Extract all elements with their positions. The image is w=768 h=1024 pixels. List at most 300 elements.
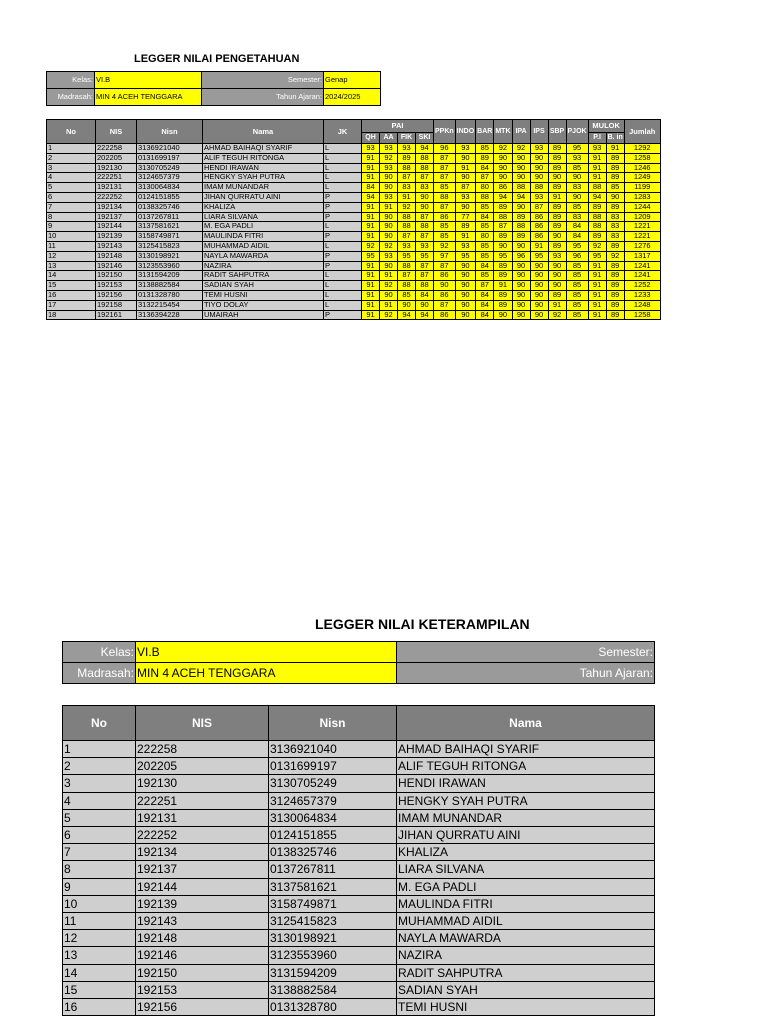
cell-nama[interactable]: HENDI IRAWAN [397,775,655,792]
cell-score[interactable]: 94 [494,192,512,202]
cell-nis[interactable]: 222258 [136,741,269,758]
cell-score[interactable]: 90 [548,232,566,242]
cell-nis[interactable]: 192130 [96,163,137,173]
table-row[interactable] [47,153,661,163]
cell-score[interactable]: 93 [398,241,416,251]
cell-score[interactable]: 89 [548,153,566,163]
cell-score[interactable]: 89 [398,153,416,163]
cell-score[interactable]: 88 [434,192,456,202]
cell-score[interactable]: 90 [530,173,548,183]
cell-nis[interactable]: 192137 [96,212,137,222]
col-header-barab[interactable]: BAR [476,120,494,144]
cell-score[interactable]: 90 [494,310,512,320]
cell-nama[interactable]: KHALIZA [397,844,655,861]
cell-score[interactable]: 93 [548,251,566,261]
cell-nama[interactable]: TEMI HUSNI [397,999,655,1016]
cell-score[interactable]: 91 [606,144,624,154]
table-row[interactable] [47,281,661,291]
cell-nama[interactable]: RADIT SAHPUTRA [203,271,324,281]
cell-nama[interactable]: IMAM MUNANDAR [397,809,655,826]
cell-score[interactable]: 91 [588,173,606,183]
cell-nama[interactable]: M. EGA PADLI [203,222,324,232]
cell-score[interactable]: 84 [476,310,494,320]
cell-nis[interactable]: 222251 [96,173,137,183]
cell-nisn[interactable]: 3130705249 [137,163,203,173]
cell-no[interactable]: 3 [63,775,136,792]
cell-score[interactable]: 91 [588,153,606,163]
cell-nisn[interactable]: 3158749871 [137,232,203,242]
cell-score[interactable]: 91 [380,271,398,281]
table-row[interactable] [47,144,661,154]
cell-jumlah[interactable]: 1241 [624,271,660,281]
table-row[interactable] [63,947,655,964]
cell-score[interactable]: 90 [455,173,476,183]
table-row[interactable] [47,192,661,202]
cell-nama[interactable]: AHMAD BAIHAQI SYARIF [397,741,655,758]
cell-score[interactable]: 89 [494,290,512,300]
cell-nama[interactable]: ALIF TEGUH RITONGA [397,758,655,775]
cell-score[interactable]: 92 [380,241,398,251]
cell-score[interactable]: 94 [512,192,530,202]
table-row[interactable] [63,895,655,912]
cell-score[interactable]: 89 [494,300,512,310]
table-row[interactable] [63,913,655,930]
cell-score[interactable]: 89 [548,144,566,154]
cell-score[interactable]: 87 [416,271,434,281]
col-header-indo[interactable]: INDO [455,120,476,144]
cell-score[interactable]: 90 [380,173,398,183]
cell-score[interactable]: 90 [494,153,512,163]
cell-score[interactable]: 95 [416,251,434,261]
cell-score[interactable]: 91 [362,222,380,232]
cell-score[interactable]: 89 [606,290,624,300]
cell-score[interactable]: 83 [398,183,416,193]
cell-score[interactable]: 90 [416,300,434,310]
cell-jumlah[interactable]: 1221 [624,222,660,232]
cell-score[interactable]: 91 [530,241,548,251]
cell-score[interactable]: 89 [548,222,566,232]
cell-score[interactable]: 91 [588,310,606,320]
cell-nis[interactable]: 192143 [96,241,137,251]
cell-score[interactable]: 90 [494,163,512,173]
cell-nisn[interactable]: 3137581621 [137,222,203,232]
cell-nisn[interactable]: 3124657379 [269,792,397,809]
cell-score[interactable]: 84 [566,232,588,242]
cell-score[interactable]: 90 [455,290,476,300]
cell-jumlah[interactable]: 1292 [624,144,660,154]
cell-score[interactable]: 90 [512,173,530,183]
cell-no[interactable]: 6 [47,192,96,202]
cell-score[interactable]: 89 [548,202,566,212]
cell-score[interactable]: 86 [434,310,456,320]
cell-score[interactable]: 84 [566,222,588,232]
cell-score[interactable]: 91 [362,232,380,242]
cell-score[interactable]: 85 [566,163,588,173]
cell-score[interactable]: 88 [398,222,416,232]
cell-no[interactable]: 11 [47,241,96,251]
table-row[interactable] [63,981,655,998]
col-header-aa[interactable]: AA [380,133,398,144]
cell-nama[interactable]: UMAIRAH [203,310,324,320]
table-row[interactable] [47,290,661,300]
cell-jk[interactable]: P [324,212,362,222]
cell-score[interactable]: 93 [398,144,416,154]
cell-score[interactable]: 92 [362,241,380,251]
cell-score[interactable]: 90 [512,281,530,291]
cell-score[interactable]: 90 [380,232,398,242]
cell-nama[interactable]: LIARA SILVANA [203,212,324,222]
cell-nama[interactable]: HENGKY SYAH PUTRA [397,792,655,809]
cell-score[interactable]: 90 [530,310,548,320]
cell-score[interactable]: 90 [548,281,566,291]
cell-nisn[interactable]: 3131594209 [269,964,397,981]
cell-score[interactable]: 90 [606,192,624,202]
cell-score[interactable]: 90 [455,281,476,291]
table-row[interactable] [63,792,655,809]
cell-score[interactable]: 83 [606,212,624,222]
cell-jk[interactable]: P [324,251,362,261]
col-header-sbp[interactable]: SBP [548,120,566,144]
cell-nis[interactable]: 192137 [136,861,269,878]
cell-nisn[interactable]: 0138325746 [137,202,203,212]
cell-score[interactable]: 90 [455,202,476,212]
cell-score[interactable]: 83 [606,222,624,232]
cell-nisn[interactable]: 3130198921 [137,251,203,261]
cell-score[interactable]: 90 [455,261,476,271]
table-row[interactable] [47,271,661,281]
cell-jumlah[interactable]: 1252 [624,281,660,291]
cell-no[interactable]: 12 [47,251,96,261]
cell-nisn[interactable]: 0131699197 [137,153,203,163]
cell-no[interactable]: 7 [47,202,96,212]
cell-score[interactable]: 88 [512,222,530,232]
cell-score[interactable]: 90 [512,261,530,271]
cell-no[interactable]: 14 [63,964,136,981]
table-row[interactable] [63,827,655,844]
cell-score[interactable]: 93 [455,241,476,251]
cell-score[interactable]: 95 [455,251,476,261]
cell-score[interactable]: 77 [455,212,476,222]
cell-score[interactable]: 89 [494,232,512,242]
cell-score[interactable]: 90 [530,153,548,163]
cell-nama[interactable]: AHMAD BAIHAQI SYARIF [203,144,324,154]
col-header-no[interactable]: No [47,120,96,144]
cell-score[interactable]: 91 [494,281,512,291]
cell-score[interactable]: 90 [416,192,434,202]
cell-score[interactable]: 91 [455,232,476,242]
cell-score[interactable]: 85 [566,271,588,281]
cell-score[interactable]: 85 [606,183,624,193]
cell-score[interactable]: 91 [588,281,606,291]
cell-score[interactable]: 88 [398,212,416,222]
madrasah-value-2[interactable]: MIN 4 ACEH TENGGARA [136,663,397,684]
cell-score[interactable]: 89 [494,261,512,271]
madrasah-value[interactable]: MIN 4 ACEH TENGGARA [95,89,202,106]
table-row[interactable] [47,173,661,183]
cell-nis[interactable]: 192130 [136,775,269,792]
col-header-nis-2[interactable]: NIS [136,706,269,741]
cell-score[interactable]: 88 [416,281,434,291]
cell-jumlah[interactable]: 1248 [624,300,660,310]
cell-jk[interactable]: L [324,163,362,173]
cell-no[interactable]: 13 [47,261,96,271]
cell-no[interactable]: 2 [63,758,136,775]
cell-score[interactable]: 93 [455,144,476,154]
col-header-qh[interactable]: QH [362,133,380,144]
cell-score[interactable]: 87 [398,271,416,281]
cell-score[interactable]: 88 [588,212,606,222]
cell-score[interactable]: 91 [362,163,380,173]
cell-score[interactable]: 92 [398,202,416,212]
cell-no[interactable]: 3 [47,163,96,173]
cell-score[interactable]: 95 [362,251,380,261]
cell-score[interactable]: 88 [416,163,434,173]
table-row[interactable] [63,999,655,1016]
cell-score[interactable]: 86 [494,183,512,193]
table-row[interactable] [47,261,661,271]
cell-score[interactable]: 90 [455,153,476,163]
cell-score[interactable]: 90 [380,212,398,222]
cell-score[interactable]: 90 [512,202,530,212]
cell-score[interactable]: 84 [476,300,494,310]
cell-score[interactable]: 85 [434,232,456,242]
cell-nis[interactable]: 192150 [136,964,269,981]
cell-nisn[interactable]: 3132215454 [137,300,203,310]
cell-jk[interactable]: L [324,222,362,232]
table-row[interactable] [47,202,661,212]
col-header-pi[interactable]: P.I [588,133,606,144]
cell-nis[interactable]: 192148 [96,251,137,261]
cell-jumlah[interactable]: 1241 [624,261,660,271]
cell-jk[interactable]: L [324,173,362,183]
cell-score[interactable]: 93 [380,163,398,173]
cell-score[interactable]: 90 [455,300,476,310]
cell-score[interactable]: 83 [416,183,434,193]
cell-score[interactable]: 90 [416,202,434,212]
cell-score[interactable]: 95 [566,241,588,251]
cell-score[interactable]: 87 [434,163,456,173]
cell-score[interactable]: 91 [548,192,566,202]
cell-jumlah[interactable]: 1317 [624,251,660,261]
cell-score[interactable]: 93 [362,144,380,154]
cell-score[interactable]: 93 [455,192,476,202]
cell-score[interactable]: 91 [588,300,606,310]
cell-score[interactable]: 86 [434,212,456,222]
cell-nisn[interactable]: 0131699197 [269,758,397,775]
cell-nama[interactable]: MAULINDA FITRI [397,895,655,912]
cell-nisn[interactable]: 3137581621 [269,878,397,895]
cell-nis[interactable]: 222252 [96,192,137,202]
cell-score[interactable]: 91 [588,271,606,281]
cell-score[interactable]: 88 [398,163,416,173]
cell-no[interactable]: 1 [63,741,136,758]
cell-jumlah[interactable]: 1246 [624,163,660,173]
cell-nama[interactable]: NAZIRA [397,947,655,964]
cell-nis[interactable]: 192150 [96,271,137,281]
col-header-bing[interactable]: B. in [606,133,624,144]
cell-score[interactable]: 86 [434,271,456,281]
cell-score[interactable]: 88 [398,281,416,291]
cell-no[interactable]: 4 [47,173,96,183]
cell-score[interactable]: 91 [588,163,606,173]
cell-nis[interactable]: 192139 [136,895,269,912]
cell-score[interactable]: 90 [380,261,398,271]
cell-score[interactable]: 92 [434,241,456,251]
cell-nis[interactable]: 192144 [96,222,137,232]
cell-nisn[interactable]: 3125415823 [269,913,397,930]
cell-nisn[interactable]: 3130064834 [137,183,203,193]
cell-nis[interactable]: 192156 [136,999,269,1016]
cell-score[interactable]: 80 [476,232,494,242]
cell-no[interactable]: 9 [47,222,96,232]
cell-jumlah[interactable]: 1249 [624,173,660,183]
table-row[interactable] [47,300,661,310]
cell-score[interactable]: 90 [512,163,530,173]
cell-score[interactable]: 91 [380,300,398,310]
cell-score[interactable]: 90 [512,290,530,300]
cell-nisn[interactable]: 3130198921 [269,930,397,947]
cell-score[interactable]: 89 [512,212,530,222]
cell-nis[interactable]: 192156 [96,290,137,300]
cell-jk[interactable]: P [324,192,362,202]
cell-score[interactable]: 91 [362,261,380,271]
cell-nama[interactable]: MUHAMMAD AIDIL [397,913,655,930]
cell-nisn[interactable]: 3136921040 [269,741,397,758]
cell-score[interactable]: 87 [416,232,434,242]
cell-score[interactable]: 91 [362,153,380,163]
kelas-value[interactable]: VI.B [95,72,202,89]
cell-score[interactable]: 89 [548,212,566,222]
cell-score[interactable]: 90 [566,192,588,202]
table-row[interactable] [47,241,661,251]
cell-score[interactable]: 87 [455,183,476,193]
cell-no[interactable]: 10 [63,895,136,912]
cell-nisn[interactable]: 3125415823 [137,241,203,251]
cell-jk[interactable]: L [324,153,362,163]
cell-score[interactable]: 90 [530,290,548,300]
cell-score[interactable]: 89 [606,261,624,271]
cell-score[interactable]: 87 [416,212,434,222]
cell-jk[interactable]: L [324,281,362,291]
cell-nama[interactable]: NAYLA MAWARDA [397,930,655,947]
cell-score[interactable]: 85 [476,251,494,261]
cell-score[interactable]: 87 [434,202,456,212]
cell-score[interactable]: 95 [398,251,416,261]
cell-nisn[interactable]: 0137267811 [137,212,203,222]
table-row[interactable] [47,212,661,222]
cell-score[interactable]: 91 [362,212,380,222]
cell-score[interactable]: 91 [362,281,380,291]
cell-nisn[interactable]: 0137267811 [269,861,397,878]
cell-score[interactable]: 94 [588,192,606,202]
cell-nama[interactable]: JIHAN QURRATU AINI [203,192,324,202]
cell-score[interactable]: 88 [588,183,606,193]
cell-nis[interactable]: 192161 [96,310,137,320]
cell-score[interactable]: 89 [606,153,624,163]
cell-score[interactable]: 91 [455,163,476,173]
cell-nisn[interactable]: 3136921040 [137,144,203,154]
cell-score[interactable]: 89 [455,222,476,232]
cell-score[interactable]: 93 [530,192,548,202]
col-header-nama[interactable]: Nama [203,120,324,144]
cell-score[interactable]: 88 [476,192,494,202]
cell-score[interactable]: 95 [494,251,512,261]
cell-jk[interactable]: L [324,271,362,281]
cell-score[interactable]: 95 [530,251,548,261]
cell-no[interactable]: 14 [47,271,96,281]
cell-no[interactable]: 8 [47,212,96,222]
cell-score[interactable]: 89 [588,202,606,212]
cell-score[interactable]: 90 [548,271,566,281]
cell-no[interactable]: 8 [63,861,136,878]
cell-score[interactable]: 86 [530,232,548,242]
cell-nis[interactable]: 202205 [96,153,137,163]
cell-nisn[interactable]: 0124151855 [269,827,397,844]
cell-score[interactable]: 89 [606,300,624,310]
cell-score[interactable]: 89 [606,271,624,281]
cell-jk[interactable]: L [324,241,362,251]
kelas-value-2[interactable]: VI.B [136,642,397,663]
cell-score[interactable]: 87 [476,173,494,183]
cell-score[interactable]: 89 [588,232,606,242]
cell-score[interactable]: 89 [494,271,512,281]
cell-nis[interactable]: 192134 [96,202,137,212]
cell-score[interactable]: 93 [588,144,606,154]
cell-jumlah[interactable]: 1209 [624,212,660,222]
cell-score[interactable]: 90 [530,300,548,310]
cell-nama[interactable]: MUHAMMAD AIDIL [203,241,324,251]
cell-nis[interactable]: 192146 [96,261,137,271]
table-row[interactable] [47,183,661,193]
col-header-pjok[interactable]: PJOK [566,120,588,144]
col-header-ski[interactable]: SKI [416,133,434,144]
cell-score[interactable]: 89 [494,202,512,212]
cell-nama[interactable]: ALIF TEGUH RITONGA [203,153,324,163]
cell-no[interactable]: 5 [47,183,96,193]
cell-score[interactable]: 90 [512,271,530,281]
cell-no[interactable]: 1 [47,144,96,154]
cell-nis[interactable]: 202205 [136,758,269,775]
cell-nama[interactable]: LIARA SILVANA [397,861,655,878]
cell-score[interactable]: 90 [548,261,566,271]
cell-score[interactable]: 90 [380,290,398,300]
col-header-nis[interactable]: NIS [96,120,137,144]
cell-score[interactable]: 87 [530,202,548,212]
cell-score[interactable]: 83 [566,212,588,222]
cell-score[interactable]: 89 [606,310,624,320]
cell-score[interactable]: 85 [566,290,588,300]
cell-no[interactable]: 5 [63,809,136,826]
cell-jumlah[interactable]: 1276 [624,241,660,251]
cell-score[interactable]: 91 [548,300,566,310]
cell-score[interactable]: 90 [512,241,530,251]
cell-score[interactable]: 92 [380,281,398,291]
cell-no[interactable]: 12 [63,930,136,947]
cell-score[interactable]: 85 [476,144,494,154]
col-header-jk[interactable]: JK [324,120,362,144]
cell-jk[interactable]: P [324,202,362,212]
cell-score[interactable]: 90 [455,310,476,320]
cell-nama[interactable]: SADIAN SYAH [203,281,324,291]
cell-score[interactable]: 91 [588,261,606,271]
cell-score[interactable]: 80 [476,183,494,193]
cell-nisn[interactable]: 3123553960 [269,947,397,964]
cell-score[interactable]: 90 [512,310,530,320]
cell-score[interactable]: 88 [530,183,548,193]
cell-score[interactable]: 91 [362,290,380,300]
table-row[interactable] [63,775,655,792]
semester-value[interactable]: Genap [324,72,381,89]
